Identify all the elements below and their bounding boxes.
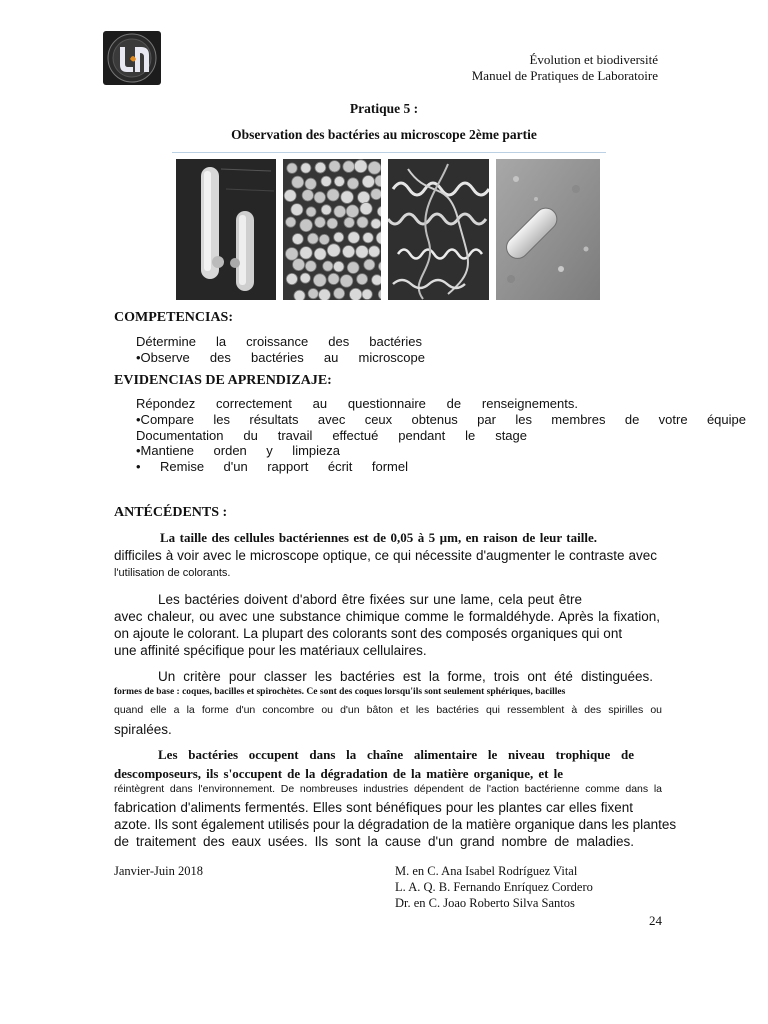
competencia-item: Détermine la croissance des bactéries [136, 334, 422, 349]
antecedents-p1-line: La taille des cellules bactériennes est de 0,05 à 5 µm, en raison de leur taille. [160, 530, 597, 545]
page-number: 24 [649, 913, 662, 928]
micrograph-spirochetes [388, 159, 489, 300]
antecedents-p4-line: de traitement des eaux usées. Ils sont la cause d'un grand nombre de maladies. [114, 834, 634, 849]
antecedents-p2-line: une affinité spécifique pour les matériaux cellulaires. [114, 643, 427, 658]
title-divider [172, 152, 606, 153]
evidencia-item: •Mantiene orden y limpieza [136, 443, 340, 458]
antecedents-p2-line: Les bactéries doivent d'abord être fixées sur une lame, cela peut être [158, 592, 582, 607]
evidencia-item: • Remise d'un rapport écrit formel [136, 459, 408, 474]
micrograph-single-bacillus [496, 159, 600, 300]
antecedents-p3-line: formes de base : coques, bacilles et spirochètes. Ce sont des coques lorsqu'ils sont seulement sphériques, bacilles [114, 687, 566, 697]
antecedents-p4-line: fabrication d'aliments fermentés. Elles sont bénéfiques pour les plantes car elles fixent [114, 800, 633, 815]
evidencias-heading: EVIDENCIAS DE APRENDIZAJE: [114, 373, 332, 388]
micrograph-bacilli [176, 159, 276, 300]
antecedents-p4-line: Les bactéries occupent dans la chaîne alimentaire le niveau trophique de [158, 747, 634, 762]
footer-author: L. A. Q. B. Fernando Enríquez Cordero [395, 880, 593, 894]
antecedents-heading: ANTÉCÉDENTS : [114, 505, 228, 520]
footer-date: Janvier-Juin 2018 [114, 864, 203, 878]
evidencia-item: Documentation du travail effectué pendant le stage [136, 428, 527, 443]
antecedents-p2-line: avec chaleur, ou avec une substance chimique comme le formaldéhyde. Après la fixation, [114, 609, 660, 624]
antecedents-p3-line: Un critère pour classer les bactéries est la forme, trois ont été distinguées. [158, 669, 653, 684]
header-subject: Évolution et biodiversité [529, 52, 658, 67]
practice-title: Observation des bactéries au microscope 2ème partie [231, 127, 537, 142]
antecedents-p4-line: descomposeurs, ils s'occupent de la dégradation de la matière organique, et le [114, 766, 563, 781]
competencia-item: •Observe des bactéries au microscope [136, 350, 425, 365]
footer-author: M. en C. Ana Isabel Rodríguez Vital [395, 864, 578, 878]
antecedents-p4-line: azote. Ils sont également utilisés pour la dégradation de la matière organique dans les plantes [114, 817, 677, 832]
antecedents-p3-line: quand elle a la forme d'un concombre ou d'un bâton et les bactéries qui ressemblent à des spirilles ou [114, 704, 662, 716]
micrograph-cocci [283, 159, 381, 300]
antecedents-p1-line: l'utilisation de colorants. [114, 567, 231, 579]
antecedents-p1-line: difficiles à voir avec le microscope optique, ce qui nécessite d'augmenter le contraste avec [114, 548, 657, 563]
antecedents-p4-line: réintègrent dans l'environnement. De nombreuses industries dépendent de l'action bactérienne comme dans la [114, 783, 662, 795]
antecedents-p2-line: on ajoute le colorant. La plupart des colorants sont des composés organiques qui ont [114, 626, 623, 641]
antecedents-p3-line: spiralées. [114, 722, 172, 737]
university-logo [103, 31, 161, 85]
competencias-heading: COMPETENCIAS: [114, 310, 234, 325]
footer-author: Dr. en C. Joao Roberto Silva Santos [395, 896, 575, 910]
evidencia-item: Répondez correctement au questionnaire de renseignements. [136, 396, 578, 411]
evidencia-item: •Compare les résultats avec ceux obtenus par les membres de votre équipe [136, 412, 746, 427]
practice-number: Pratique 5 : [349, 101, 419, 116]
header-manual-title: Manuel de Pratiques de Laboratoire [471, 68, 658, 83]
